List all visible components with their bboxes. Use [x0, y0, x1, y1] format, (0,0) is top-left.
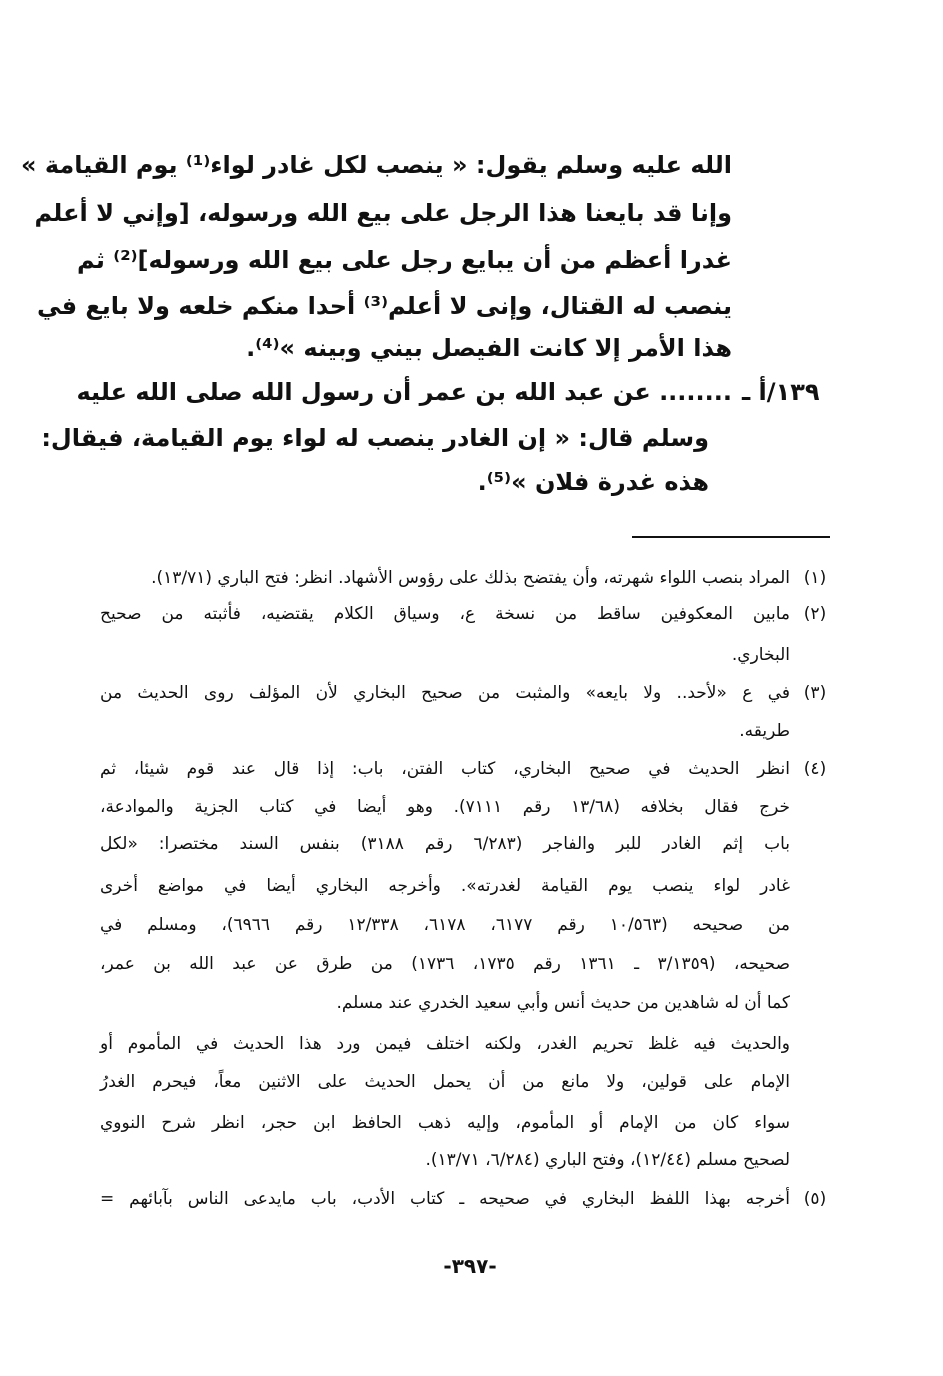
footnote-line: غادر لواء ينصب يوم القيامة لغدرته». وأخرجه البخاري أيضا في مواضع أخرى: [100, 876, 790, 896]
footnote-line: في ع «لأحد.. ولا بايعه» والمثبت من صحيح البخاري لأن المؤلف روى الحديث من: [100, 683, 790, 703]
footnote-line: كما أن له شاهدين من حديث أنس وأبي سعيد الخدري عند مسلم.: [336, 993, 790, 1013]
footnote-line: المراد بنصب اللواء شهرته، وأن يفتضح بذلك على رؤوس الأشهاد. انظر: فتح الباري (١٣/٧١).: [151, 568, 790, 588]
footnote-line: سواء كان من الإمام أو المأموم، وإليه ذهب الحافظ ابن حجر، انظر شرح النووي: [100, 1113, 790, 1133]
text-line: ينصب له القتال، وإنى لا أعلم⁽³⁾ أحدا منكم خلعه ولا بايع في: [37, 292, 732, 320]
text-line: الله عليه وسلم يقول: « ينصب لكل غادر لواء⁽¹⁾ يوم القيامة »: [20, 151, 732, 179]
text-line: وسلم قال: « إن الغادر ينصب له لواء يوم القيامة، فيقال:: [41, 424, 709, 452]
hadith-number: ١٣٩/أ ـ: [742, 378, 820, 406]
footnote-separator: [632, 536, 830, 538]
footnote-line: انظر الحديث في صحيح البخاري، كتاب الفتن، باب: إذا قال عند قوم شيئا، ثم: [100, 759, 790, 779]
text-line: هذه غدرة فلان »⁽⁵⁾.: [477, 468, 709, 496]
page-number: -٣٩٧-: [443, 1254, 497, 1278]
footnote-marker: (٣): [803, 683, 827, 703]
footnote-marker: (٤): [803, 759, 827, 779]
footnote-marker: (٥): [803, 1189, 827, 1209]
footnote-line: والحديث فيه غلظ تحريم الغدر، ولكنه اختلف فيمن ورد هذا الحديث في المأموم أو: [100, 1034, 790, 1054]
footnote-marker: (١): [803, 568, 827, 588]
text-line: ........ عن عبد الله بن عمر أن رسول الله صلى الله عليه: [76, 378, 732, 406]
footnote-line: البخاري.: [731, 645, 790, 665]
footnote-line: من صحيحه (١٠/٥٦٣ رقم ٦١٧٧، ٦١٧٨، ١٢/٣٣٨ رقم ٦٩٦٦)، ومسلم في: [100, 915, 791, 935]
footnote-line: أخرجه بهذا اللفظ البخاري في صحيحه ـ كتاب الأدب، باب مايدعى الناس بآبائهم =: [100, 1189, 790, 1209]
footnote-line: الإمام على قولين، ولا مانع من أن يحمل الحديث على الاثنين معاً، فيحرم الغدرُ: [100, 1072, 790, 1092]
footnote-line: طريقه.: [739, 721, 790, 741]
text-line: وإنا قد بايعنا هذا الرجل على بيع الله ورسوله، [وإني لا أعلم: [34, 199, 732, 227]
footnote-marker: (٢): [803, 604, 827, 624]
footnote-line: باب إثم الغادر للبر والفاجر (٦/٢٨٣ رقم ٣١٨٨) بنفس السند مختصرا: «لكل: [100, 834, 791, 854]
footnote-line: صحيحه، (٣/١٣٥٩ ـ ١٣٦١ رقم ١٧٣٥، ١٧٣٦) من طرق عن عبد الله بن عمر،: [100, 954, 790, 974]
footnote-line: لصحيح مسلم (١٢/٤٤)، وفتح الباري (٦/٢٨٤، ١٣/٧١).: [425, 1150, 790, 1170]
text-line: هذا الأمر إلا كانت الفيصل بيني وبينه »⁽⁴⁾.: [246, 334, 732, 362]
footnote-line: خرج فقال بخلافه (١٣/٦٨ رقم ٧١١١). وهو أيضا في كتاب الجزية والموادعة،: [100, 797, 790, 817]
footnote-line: مابين المعكوفين ساقط من نسخة ع، وسياق الكلام يقتضيه، فأثبته من صحيح: [100, 604, 790, 624]
text-line: غدرا أعظم من أن يبايع رجل على بيع الله ورسوله]⁽²⁾ ثم: [77, 246, 732, 274]
